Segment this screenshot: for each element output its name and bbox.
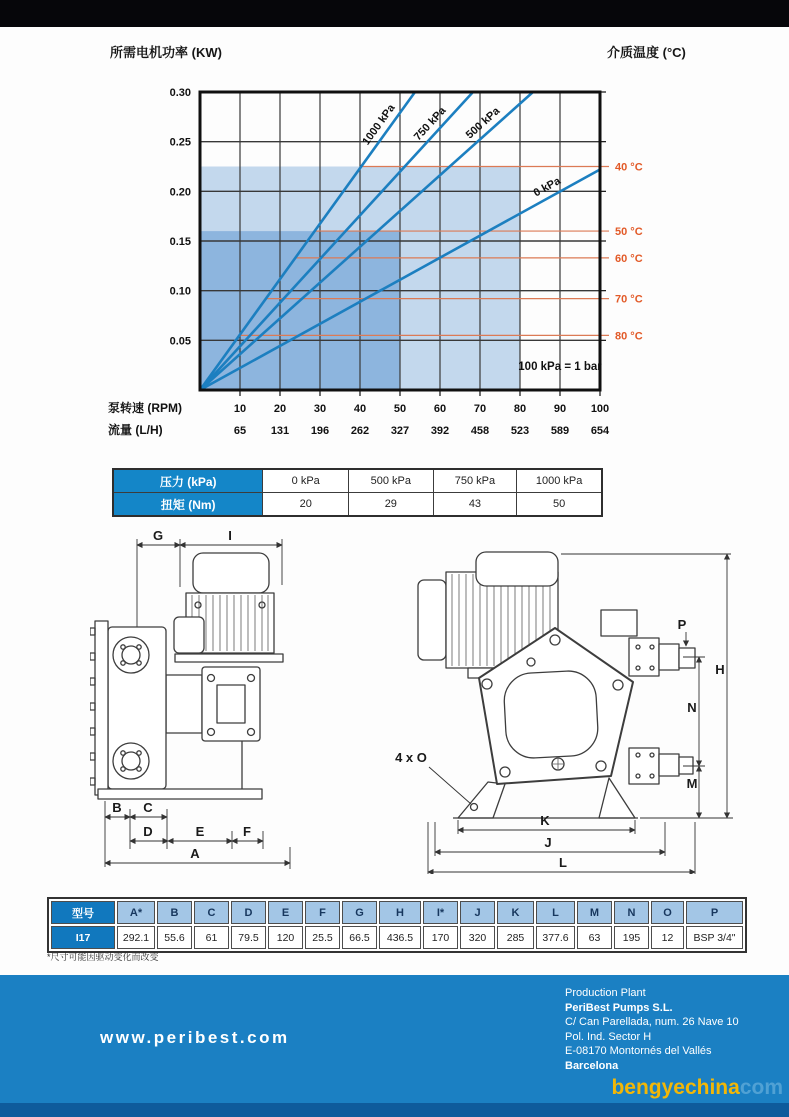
svg-text:20: 20 (273, 403, 287, 415)
dim-label-e: E (195, 824, 205, 839)
value-cell: 50 (517, 493, 602, 517)
svg-text:70 °C: 70 °C (615, 293, 643, 306)
value-cell: 43 (433, 493, 517, 517)
dimension-value-cell: 320 (460, 926, 495, 949)
performance-chart (0, 0, 789, 450)
header-cell: M (577, 901, 612, 924)
header-cell: I* (423, 901, 458, 924)
svg-text:流量 (L/H): 流量 (L/H) (108, 423, 163, 437)
dimension-value-cell: 120 (268, 926, 303, 949)
dimension-value-cell: 436.5 (379, 926, 421, 949)
svg-text:40: 40 (353, 403, 367, 415)
left-foot (458, 782, 505, 818)
bottom-hose-fitting (679, 757, 693, 774)
dim-label-b: B (112, 800, 122, 815)
svg-text:100 kPa = 1 bar: 100 kPa = 1 bar (518, 361, 602, 373)
top-port-flange (113, 637, 149, 673)
shaft-housing (166, 675, 202, 733)
footnote: *尺寸可能因驱动变化而改变 (47, 952, 159, 962)
header-cell: L (536, 901, 575, 924)
svg-text:65: 65 (233, 425, 247, 437)
svg-text:90: 90 (553, 403, 567, 415)
address-line: C/ Can Parellada, num. 26 Nave 10 (565, 1016, 739, 1028)
holes-label: 4 x O (395, 750, 427, 765)
dimension-value-cell: 63 (577, 926, 612, 949)
value-cell: 0 kPa (263, 469, 349, 493)
dim-label-n: N (687, 700, 697, 715)
svg-text:0.15: 0.15 (169, 236, 191, 248)
value-cell: 750 kPa (433, 469, 517, 493)
row-header-cell: 压力 (kPa) (113, 469, 263, 493)
dim-label-k: K (540, 813, 550, 828)
header-cell: O (651, 901, 684, 924)
gearbox (202, 667, 260, 741)
bottom-port-flange (629, 748, 659, 784)
dim-label-m: M (686, 776, 698, 791)
base-plate (98, 789, 262, 799)
y-axis-title: 所需电机功率 (KW) (110, 45, 222, 60)
address-line: Production Plant (565, 987, 646, 999)
top-port-flange (629, 638, 659, 676)
dimension-value-cell: 377.6 (536, 926, 575, 949)
dimension-value-cell: 292.1 (117, 926, 155, 949)
address-block (565, 986, 739, 1073)
svg-text:500 kPa: 500 kPa (463, 105, 503, 142)
header-cell: E (268, 901, 303, 924)
top-hose-fitting (679, 648, 695, 668)
svg-text:1000 kPa: 1000 kPa (360, 102, 398, 148)
watermark (611, 1076, 783, 1100)
motor-cap (193, 553, 269, 593)
svg-text:654: 654 (590, 425, 610, 437)
svg-text:523: 523 (510, 425, 530, 437)
svg-text:0.10: 0.10 (169, 285, 191, 298)
header-cell: N (614, 901, 649, 924)
dim-label-d: D (143, 824, 153, 839)
svg-text:262: 262 (350, 425, 370, 437)
footer-bottom-strip (0, 1103, 789, 1117)
svg-text:131: 131 (270, 425, 290, 437)
svg-text:80: 80 (513, 403, 527, 415)
header-cell: 型号 (51, 901, 115, 924)
dimension-value-cell: 170 (423, 926, 458, 949)
header-cell: J (460, 901, 495, 924)
svg-text:30: 30 (313, 403, 327, 415)
dim-label-f: F (243, 824, 251, 839)
svg-text:60: 60 (433, 403, 447, 415)
header-cell: G (342, 901, 377, 924)
watermark-suffix: com (739, 1076, 783, 1099)
header-cell: F (305, 901, 340, 924)
svg-text:泵转速 (RPM): 泵转速 (RPM) (108, 401, 182, 415)
svg-text:0 kPa: 0 kPa (531, 174, 563, 200)
svg-text:50 °C: 50 °C (615, 226, 643, 239)
svg-text:40 °C: 40 °C (615, 161, 643, 174)
svg-text:750 kPa: 750 kPa (411, 104, 449, 144)
header-cell: B (157, 901, 192, 924)
svg-text:10: 10 (233, 403, 247, 415)
value-cell: 500 kPa (349, 469, 434, 493)
address-line: E-08170 Montornés del Vallés (565, 1045, 712, 1057)
temperature-axis-title: 介质温度 (°C) (607, 45, 686, 60)
header-cell: A* (117, 901, 155, 924)
svg-text:327: 327 (390, 425, 410, 437)
svg-text:589: 589 (550, 425, 570, 437)
back-plate (95, 621, 108, 795)
dimension-value-cell: 55.6 (157, 926, 192, 949)
torque-table (112, 468, 603, 517)
svg-text:458: 458 (470, 425, 490, 437)
right-technical-drawing (393, 522, 753, 874)
motor-end-bell (418, 580, 446, 660)
address-line: Barcelona (565, 1059, 619, 1072)
dim-label-g: G (152, 528, 164, 543)
header-cell: P (686, 901, 743, 924)
header-cell: H (379, 901, 421, 924)
dimension-value-cell: 12 (651, 926, 684, 949)
svg-text:0.30: 0.30 (169, 87, 191, 99)
header-cell: K (497, 901, 534, 924)
header-cell: C (194, 901, 229, 924)
bottom-port-flange (113, 743, 149, 779)
dimension-value-cell: 285 (497, 926, 534, 949)
address-line: PeriBest Pumps S.L. (565, 1001, 673, 1014)
svg-text:60 °C: 60 °C (615, 252, 643, 265)
svg-text:392: 392 (430, 425, 450, 437)
junction-box (601, 610, 637, 636)
dimensions-table (47, 897, 747, 953)
dim-label-p: P (677, 617, 687, 632)
svg-text:0.20: 0.20 (169, 186, 191, 199)
dim-label-j: J (544, 835, 552, 850)
watermark-brand: bengyechina (611, 1076, 740, 1099)
header-cell: D (231, 901, 266, 924)
svg-text:0.05: 0.05 (169, 335, 191, 348)
dimension-value-cell: 61 (194, 926, 229, 949)
dim-label-c: C (143, 800, 153, 815)
value-cell: 20 (263, 493, 349, 517)
dimension-value-cell: BSP 3/4" (686, 926, 743, 949)
address-line: Pol. Ind. Sector H (565, 1030, 652, 1043)
dim-label-i: I (228, 528, 232, 543)
dim-label-h: H (715, 662, 725, 677)
dimension-value-cell: 79.5 (231, 926, 266, 949)
value-cell: 1000 kPa (517, 469, 602, 493)
model-cell: I17 (51, 926, 115, 949)
svg-text:0.25: 0.25 (169, 136, 191, 149)
svg-text:196: 196 (310, 425, 330, 437)
svg-text:70: 70 (473, 403, 487, 415)
svg-text:80 °C: 80 °C (615, 330, 643, 343)
row-header-cell: 扭矩 (Nm) (113, 493, 263, 517)
dimension-value-cell: 66.5 (342, 926, 377, 949)
svg-text:50: 50 (393, 403, 407, 415)
website-link[interactable]: www.peribest.com (100, 1028, 290, 1047)
dim-label-a: A (190, 846, 200, 861)
dimension-value-cell: 25.5 (305, 926, 340, 949)
left-technical-drawing (90, 525, 405, 873)
value-cell: 29 (349, 493, 434, 517)
svg-text:100: 100 (590, 403, 610, 415)
dim-label-l: L (559, 855, 567, 870)
dimension-value-cell: 195 (614, 926, 649, 949)
